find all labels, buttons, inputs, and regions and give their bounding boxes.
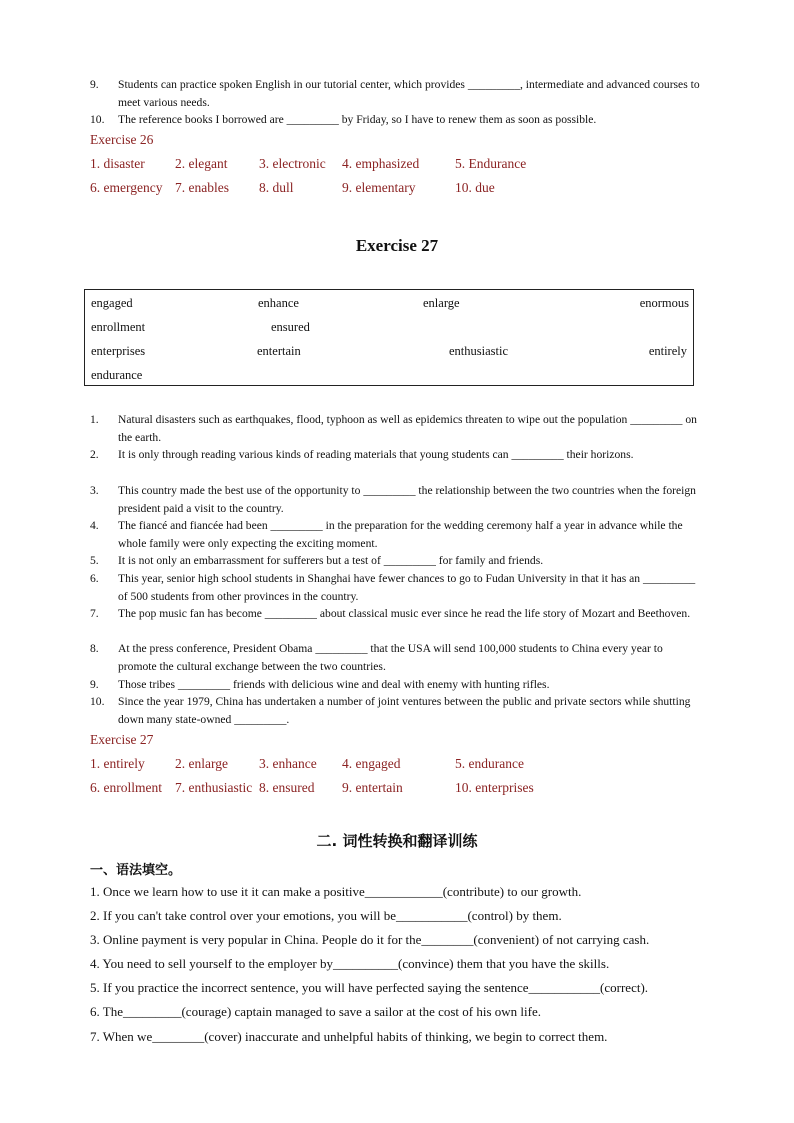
answer-item: 4. emphasized [342, 156, 420, 171]
word-box [84, 289, 694, 386]
section-2-subtitle: 一、语法填空。 [90, 863, 182, 878]
question-text: At the press conference, President Obama _________ that the USA will send 100,000 students to China every year to promote the cultural exchange between the two countries. [118, 642, 663, 673]
answer-item: 1. disaster [90, 156, 145, 171]
question-item [90, 676, 702, 694]
answer-item: 6. emergency [90, 180, 163, 195]
answer-item: 5. Endurance [455, 156, 527, 171]
question-item [90, 693, 702, 728]
answer-item: 7. enables [175, 180, 229, 195]
exercise-26-answer-label: Exercise 26 [90, 132, 154, 147]
question-text: It is only through reading various kinds of reading materials that young students can _________ their horizons. [118, 448, 634, 461]
word-box-item: ensured [271, 320, 310, 334]
grammar-question: 5. If you practice the incorrect sentence, you will have perfected saying the sentence___________(correct). [90, 980, 649, 995]
question-number: 10. [90, 113, 105, 126]
answer-item: 6. enrollment [90, 780, 162, 795]
question-text: The fiancé and fiancée had been _________ in the preparation for the wedding ceremony half a year in advance while the whole family were only expecting the exciting moment. [118, 519, 683, 550]
question-number: 8. [90, 642, 99, 655]
question-item [90, 446, 702, 464]
question-item [90, 640, 702, 675]
question-number: 9. [90, 78, 99, 91]
question-number: 4. [90, 519, 99, 532]
question-text: The pop music fan has become _________ about classical music ever since he read the life story of Mozart and Beethoven. [118, 607, 691, 620]
question-item [90, 482, 702, 517]
word-box-item: enterprises [91, 344, 146, 358]
answer-item: 3. enhance [259, 756, 317, 771]
answer-item: 4. engaged [342, 756, 401, 771]
grammar-question: 4. You need to sell yourself to the employer by__________(convince) them that you have the skills. [90, 956, 610, 971]
answer-item: 2. enlarge [175, 756, 228, 771]
question-number: 7. [90, 607, 99, 620]
answer-item: 10. enterprises [455, 780, 534, 795]
word-box-item: enrollment [91, 320, 146, 334]
exercise-27-answer-label: Exercise 27 [90, 732, 154, 747]
word-box-item: enormous [639, 296, 689, 310]
question-item [90, 552, 702, 570]
answer-item: 3. electronic [259, 156, 326, 171]
exercise-27-title: Exercise 27 [355, 236, 439, 255]
answer-item: 9. entertain [342, 780, 403, 795]
question-number: 6. [90, 572, 99, 585]
question-text: Students can practice spoken English in our tutorial center, which provides _________, intermediate and advanced courses to meet various needs. [118, 78, 700, 109]
grammar-question: 2. If you can't take control over your emotions, you will be___________(control) by them. [90, 908, 562, 923]
word-box-item: entertain [257, 344, 301, 358]
question-number: 5. [90, 554, 99, 567]
answer-item: 1. entirely [90, 756, 145, 771]
question-item [90, 411, 702, 446]
word-box-item: enhance [258, 296, 299, 310]
word-box-item: enthusiastic [449, 344, 509, 358]
question-text: Natural disasters such as earthquakes, flood, typhoon as well as epidemics threaten to wipe out the population _________ on the earth. [118, 413, 697, 444]
answer-item: 8. ensured [259, 780, 315, 795]
question-item [90, 517, 702, 552]
question-number: 2. [90, 448, 99, 461]
grammar-question: 6. The_________(courage) captain managed to save a sailor at the cost of his own life. [90, 1004, 542, 1019]
question-number: 1. [90, 413, 99, 426]
question-item [90, 76, 702, 111]
question-item [90, 570, 702, 605]
answer-item: 9. elementary [342, 180, 416, 195]
grammar-question: 1. Once we learn how to use it it can make a positive____________(contribute) to our growth. [90, 884, 582, 899]
question-item [90, 605, 702, 623]
question-item [90, 111, 702, 129]
question-number: 10. [90, 695, 105, 708]
question-text: Since the year 1979, China has undertaken a number of joint ventures between the public and private sectors while shutting down many state-owned _________. [118, 695, 691, 726]
word-box-item: enlarge [423, 296, 460, 310]
answer-item: 10. due [455, 180, 495, 195]
word-box-item: endurance [91, 368, 143, 382]
question-number: 3. [90, 484, 99, 497]
word-box-item: engaged [91, 296, 133, 310]
question-text: This country made the best use of the opportunity to _________ the relationship between the two countries when the foreign president paid a visit to the country. [118, 484, 696, 515]
word-box-item: entirely [648, 344, 687, 358]
grammar-question: 3. Online payment is very popular in China. People do it for the________(convenient) of not carrying cash. [90, 932, 650, 947]
question-text: It is not only an embarrassment for sufferers but a test of _________ for family and friends. [118, 554, 544, 567]
question-text: Those tribes _________ friends with delicious wine and deal with enemy with hunting rifles. [118, 678, 550, 691]
answer-item: 5. endurance [455, 756, 524, 771]
answer-item: 7. enthusiastic [175, 780, 253, 795]
answer-item: 8. dull [259, 180, 294, 195]
question-number: 9. [90, 678, 99, 691]
section-2-title: 二. 词性转换和翻译训练 [316, 832, 478, 850]
question-text: The reference books I borrowed are _________ by Friday, so I have to renew them as soon as possible. [118, 113, 597, 126]
grammar-question: 7. When we________(cover) inaccurate and unhelpful habits of thinking, we begin to correct them. [90, 1029, 608, 1044]
answer-item: 2. elegant [175, 156, 228, 171]
question-text: This year, senior high school students in Shanghai have fewer chances to go to Fudan University in that it has an _________ of 500 students from other provinces in the country. [118, 572, 696, 603]
